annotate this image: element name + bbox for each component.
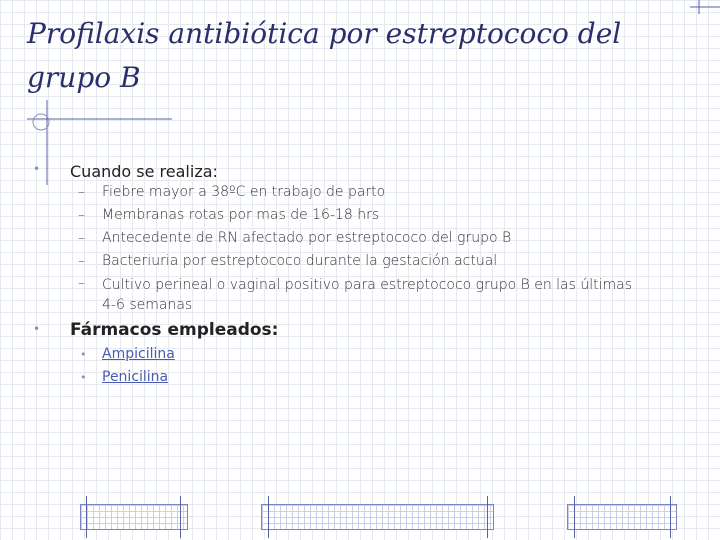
footer-box-right — [567, 504, 677, 530]
bullet-dot-icon: • — [80, 371, 87, 384]
footer-tick — [86, 496, 87, 538]
footer-box-middle — [261, 504, 494, 530]
list-item — [78, 366, 175, 389]
section1-list — [78, 181, 658, 315]
bullet-dot-icon: • — [80, 348, 87, 361]
penicilina-link[interactable]: Penicilina — [102, 369, 169, 385]
footer-tick — [180, 496, 181, 538]
dash-icon: – — [78, 207, 85, 223]
section1-heading: Cuando se realiza: — [70, 162, 218, 181]
top-right-corner-decoration — [690, 0, 720, 15]
footer-box-left — [80, 504, 188, 530]
footer-tick — [487, 496, 488, 538]
section2-heading: Fármacos empleados: — [70, 320, 279, 340]
list-item: – Bacteriuria por estreptococo durante la gestación actual — [78, 250, 658, 273]
footer-tick — [670, 496, 671, 538]
footer-tick — [268, 496, 269, 538]
list-item: – Antecedente de RN afectado por estreptococo del grupo B — [78, 227, 658, 250]
list-item: – Fiebre mayor a 38ºC en trabajo de parto — [78, 181, 658, 204]
dash-icon: – — [78, 253, 85, 269]
ampicilina-link[interactable]: Ampicilina — [102, 346, 175, 362]
list-item: – Cultivo perineal o vaginal positivo para estreptococo grupo B en las últimas 4-6 semanas — [78, 275, 633, 313]
dash-icon: – — [78, 230, 85, 246]
list-item: – Membranas rotas por mas de 16-18 hrs — [78, 204, 658, 227]
dash-icon: – — [78, 184, 85, 200]
section2-list — [78, 343, 175, 389]
list-item — [78, 343, 175, 366]
dash-icon: – — [78, 275, 85, 291]
bullet-dot-icon: • — [33, 322, 41, 336]
slide-title: Profilaxis antibiótica por estreptococo del grupo B — [27, 17, 622, 94]
bullet-dot-icon: • — [33, 162, 41, 176]
footer-tick — [574, 496, 575, 538]
